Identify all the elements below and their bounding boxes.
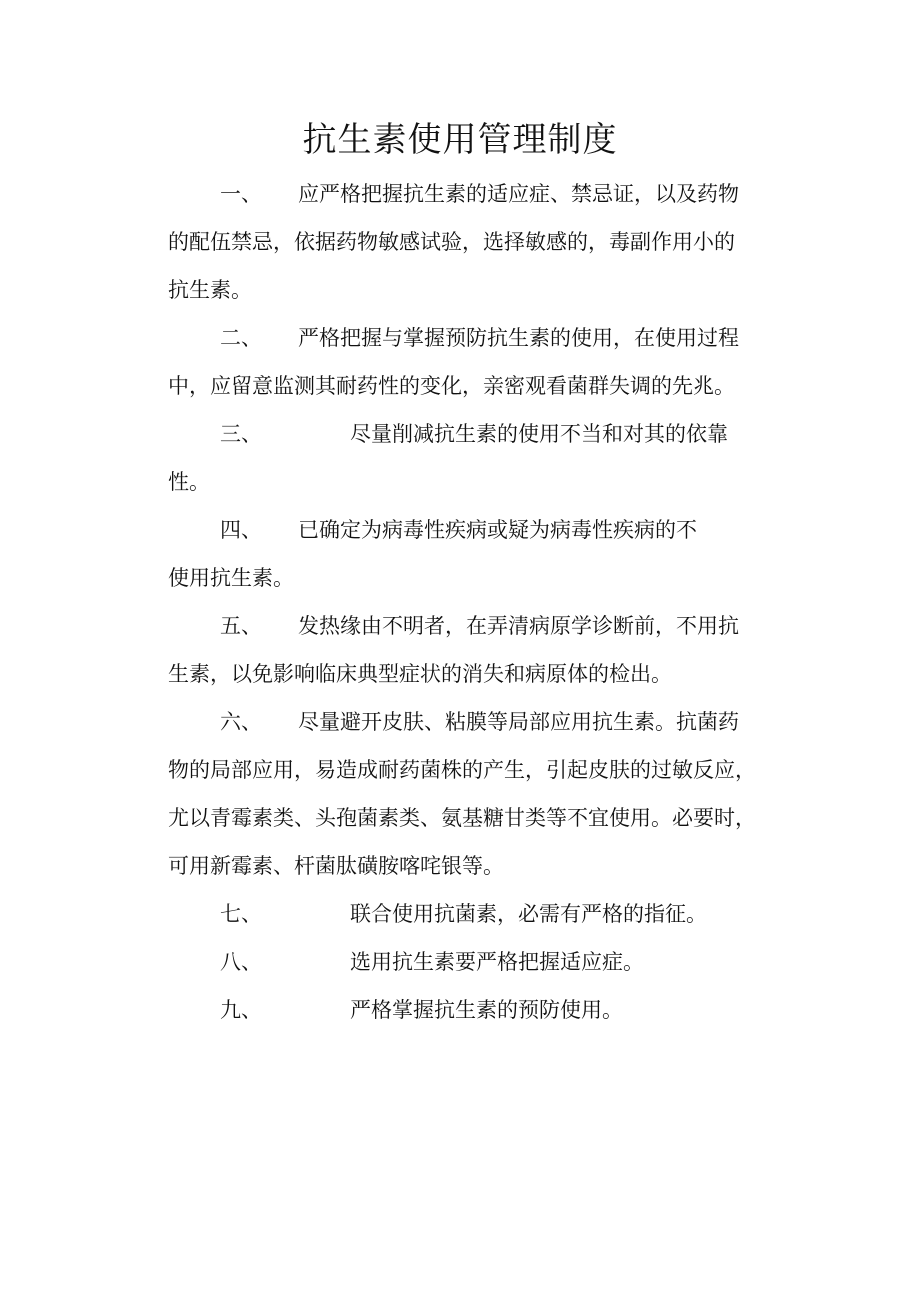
- list-item: [168, 890, 808, 938]
- item-text: 使用抗生素。: [168, 566, 294, 590]
- item-text: 生素，以免影响临床典型症状的消失和病原体的检出。: [168, 662, 672, 686]
- item-first-line: [168, 698, 808, 746]
- item-text: 严格把握与掌握预防抗生素的使用，在使用过程: [298, 326, 739, 350]
- item-text: 尽量削减抗生素的使用不当和对其的依靠: [350, 422, 728, 446]
- item-number: 一、: [220, 182, 262, 206]
- list-item: [168, 986, 808, 1034]
- item-first-line: [168, 314, 808, 362]
- item-first-line: [168, 506, 808, 554]
- item-number: 九、: [220, 998, 262, 1022]
- item-first-line: [168, 410, 808, 458]
- item-first-line: [168, 986, 808, 1034]
- item-text: 的配伍禁忌，依据药物敏感试验，选择敏感的，毒副作用小的: [168, 230, 735, 254]
- item-first-line: [168, 890, 808, 938]
- document-body: [168, 170, 808, 1034]
- document-title: 抗生素使用管理制度: [302, 120, 618, 160]
- item-number: 五、: [220, 614, 262, 638]
- list-item: [168, 410, 808, 506]
- item-text: 性。: [168, 470, 210, 494]
- item-text: 已确定为病毒性疾病或疑为病毒性疾病的不: [298, 518, 697, 542]
- item-text: 选用抗生素要严格把握适应症。: [350, 950, 644, 974]
- item-number: 二、: [220, 326, 262, 350]
- item-text: 抗生素。: [168, 278, 252, 302]
- item-number: 六、: [220, 710, 262, 734]
- item-text: 物的局部应用，易造成耐药菌株的产生，引起皮肤的过敏反应，: [168, 758, 756, 782]
- item-number: 七、: [220, 902, 262, 926]
- item-text: 发热缘由不明者，在弄清病原学诊断前，不用抗: [298, 614, 739, 638]
- item-text: 尽量避开皮肤、粘膜等局部应用抗生素。抗菌药: [298, 710, 739, 734]
- item-text: 可用新霉素、杆菌肽磺胺喀咤银等。: [168, 854, 504, 878]
- list-item: [168, 170, 808, 314]
- list-item: [168, 698, 808, 890]
- item-text: 严格掌握抗生素的预防使用。: [350, 998, 623, 1022]
- list-item: [168, 314, 808, 410]
- item-text: 中，应留意监测其耐药性的变化，亲密观看菌群失调的先兆。: [168, 374, 735, 398]
- item-first-line: [168, 602, 808, 650]
- item-text: 尤以青霉素类、头孢菌素类、氨基糖甘类等不宜使用。必要时，: [168, 806, 756, 830]
- item-first-line: [168, 170, 808, 218]
- item-number: 八、: [220, 950, 262, 974]
- item-number: 四、: [220, 518, 262, 542]
- item-text: 联合使用抗菌素，必需有严格的指征。: [350, 902, 707, 926]
- list-item: [168, 938, 808, 986]
- list-item: [168, 506, 808, 602]
- item-first-line: [168, 938, 808, 986]
- item-text: 应严格把握抗生素的适应症、禁忌证，以及药物: [298, 182, 739, 206]
- item-number: 三、: [220, 422, 262, 446]
- list-item: [168, 602, 808, 698]
